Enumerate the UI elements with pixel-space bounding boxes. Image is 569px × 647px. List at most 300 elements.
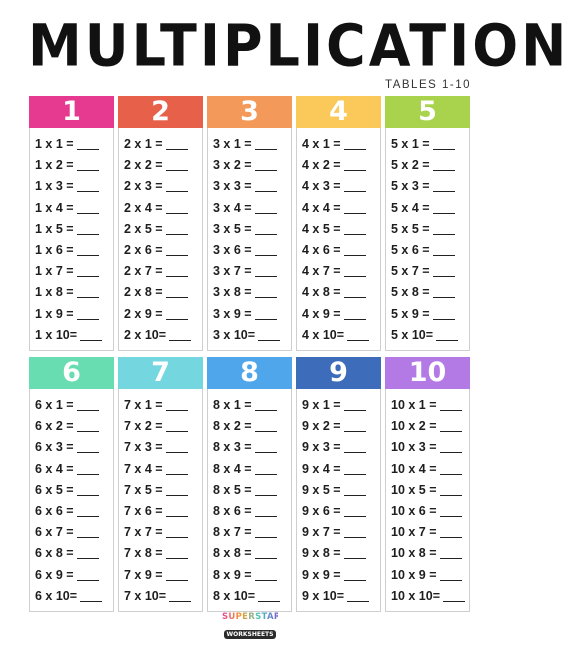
answer-blank[interactable] [255,179,277,192]
fact-row [297,219,380,240]
fact-row [119,304,202,325]
facts-list [207,128,292,351]
fact-text: 10 x 6 = [391,503,437,518]
fact-text: 7 x 3 = [124,440,163,455]
fact-row [30,437,113,458]
fact-row [297,155,380,176]
answer-blank[interactable] [344,285,366,298]
answer-blank[interactable] [344,462,366,475]
fact-text: 7 x 2 = [124,419,163,434]
fact-row [386,565,469,586]
fact-row [297,325,380,346]
fact-row [30,501,113,522]
table-card-5 [385,96,470,351]
fact-text: 3 x 4 = [213,200,252,215]
answer-blank[interactable] [344,419,366,432]
fact-text: 5 x 6 = [391,242,430,257]
answer-blank[interactable] [166,504,188,517]
fact-row [119,176,202,197]
fact-row [30,261,113,282]
fact-row [30,586,113,607]
fact-text: 2 x 2 = [124,158,163,173]
table-number-tab: 9 [296,357,381,389]
fact-row [386,586,469,607]
answer-blank[interactable] [77,504,99,517]
answer-blank[interactable] [443,589,465,602]
page-title: MULTIPLICATION [28,11,569,80]
answer-blank[interactable] [169,328,191,341]
fact-text: 6 x 1 = [35,398,74,412]
facts-list [29,128,114,351]
fact-text: 1 x 9 = [35,306,74,321]
fact-row [119,480,202,501]
fact-row [119,586,202,607]
fact-row [208,543,291,564]
fact-text: 8 x 8 = [213,546,252,561]
answer-blank[interactable] [77,179,99,192]
answer-blank[interactable] [255,419,277,432]
answer-blank[interactable] [255,398,277,411]
fact-row [208,437,291,458]
answer-blank[interactable] [166,546,188,559]
answer-blank[interactable] [255,440,277,453]
fact-text: 6 x 5 = [35,482,74,497]
fact-row [119,565,202,586]
fact-row [119,198,202,219]
fact-text: 1 x 7 = [35,264,74,279]
table-card-4 [296,96,381,351]
answer-blank[interactable] [440,568,462,581]
fact-row [30,395,113,416]
answer-blank[interactable] [166,398,188,411]
fact-text: 4 x 7 = [302,264,341,279]
fact-text: 4 x 8 = [302,285,341,300]
answer-blank[interactable] [80,589,102,602]
fact-row [30,304,113,325]
fact-text: 6 x 4 = [35,461,74,476]
fact-text: 8 x 3 = [213,440,252,455]
fact-row [386,522,469,543]
answer-blank[interactable] [433,222,455,235]
answer-blank[interactable] [344,243,366,256]
fact-row [297,565,380,586]
table-card-2 [118,96,203,351]
answer-blank[interactable] [436,328,458,341]
answer-blank[interactable] [255,201,277,214]
fact-text: 4 x 3 = [302,179,341,194]
table-card-9 [296,357,381,612]
fact-row [297,282,380,303]
fact-text: 10 x 8 = [391,546,437,561]
fact-row [208,522,291,543]
fact-row [119,459,202,480]
fact-row [119,282,202,303]
fact-text: 5 x 8 = [391,285,430,300]
fact-text: 8 x 2 = [213,419,252,434]
answer-blank[interactable] [166,568,188,581]
fact-text: 7 x 7 = [124,525,163,540]
fact-text: 10 x 9 = [391,567,437,582]
fact-row [30,134,113,155]
answer-blank[interactable] [77,264,99,277]
answer-blank[interactable] [166,158,188,171]
fact-row [297,261,380,282]
fact-text: 1 x 1 = [35,137,74,151]
answer-blank[interactable] [166,307,188,320]
fact-text: 5 x 1 = [391,137,430,151]
fact-row [297,459,380,480]
facts-list [118,389,203,612]
fact-text: 9 x 2 = [302,419,341,434]
fact-text: 6 x 8 = [35,546,74,561]
fact-row [386,198,469,219]
fact-row [386,543,469,564]
answer-blank[interactable] [77,243,99,256]
fact-row [208,325,291,346]
table-number-tab: 2 [118,96,203,128]
fact-text: 2 x 8 = [124,285,163,300]
answer-blank[interactable] [255,568,277,581]
fact-row [386,304,469,325]
answer-blank[interactable] [258,589,280,602]
answer-blank[interactable] [255,307,277,320]
fact-text: 2 x 10= [124,327,167,342]
fact-text: 3 x 6 = [213,242,252,257]
fact-text: 3 x 2 = [213,158,252,173]
answer-blank[interactable] [255,462,277,475]
table-number-tab: 4 [296,96,381,128]
answer-blank[interactable] [344,483,366,496]
answer-blank[interactable] [258,328,280,341]
fact-row [208,176,291,197]
fact-text: 5 x 10= [391,327,434,342]
answer-blank[interactable] [344,179,366,192]
answer-blank[interactable] [347,589,369,602]
answer-blank[interactable] [440,546,462,559]
fact-row [119,395,202,416]
fact-row [208,134,291,155]
fact-row [386,282,469,303]
fact-text: 5 x 7 = [391,264,430,279]
fact-text: 3 x 1 = [213,137,252,151]
answer-blank[interactable] [77,525,99,538]
fact-row [208,480,291,501]
fact-row [30,543,113,564]
fact-row [208,155,291,176]
fact-text: 9 x 5 = [302,482,341,497]
fact-text: 5 x 2 = [391,158,430,173]
fact-row [386,325,469,346]
fact-text: 7 x 4 = [124,461,163,476]
answer-blank[interactable] [440,483,462,496]
table-card-10 [385,357,470,612]
fact-text: 6 x 7 = [35,525,74,540]
fact-row [208,501,291,522]
fact-row [297,198,380,219]
answer-blank[interactable] [166,179,188,192]
fact-row [119,437,202,458]
fact-row [208,282,291,303]
fact-text: 7 x 10= [124,588,167,603]
fact-row [30,522,113,543]
answer-blank[interactable] [255,137,277,150]
answer-blank[interactable] [77,285,99,298]
fact-row [297,176,380,197]
answer-blank[interactable] [77,222,99,235]
answer-blank[interactable] [166,419,188,432]
answer-blank[interactable] [166,285,188,298]
fact-row [208,304,291,325]
fact-text: 10 x 7 = [391,525,437,540]
answer-blank[interactable] [166,525,188,538]
fact-text: 7 x 5 = [124,482,163,497]
fact-row [119,501,202,522]
fact-text: 3 x 10= [213,327,256,342]
fact-text: 10 x 1 = [391,398,437,412]
fact-row [208,586,291,607]
answer-blank[interactable] [166,201,188,214]
fact-text: 1 x 8 = [35,285,74,300]
answer-blank[interactable] [433,201,455,214]
answer-blank[interactable] [433,158,455,171]
answer-blank[interactable] [440,504,462,517]
fact-text: 10 x 10= [391,588,441,603]
fact-text: 2 x 3 = [124,179,163,194]
facts-list [385,128,470,351]
fact-row [386,416,469,437]
fact-row [30,565,113,586]
answer-blank[interactable] [344,222,366,235]
table-number-tab: 3 [207,96,292,128]
fact-text: 5 x 3 = [391,179,430,194]
answer-blank[interactable] [166,243,188,256]
answer-blank[interactable] [255,243,277,256]
answer-blank[interactable] [347,328,369,341]
answer-blank[interactable] [166,440,188,453]
fact-text: 4 x 1 = [302,137,341,151]
fact-row [386,437,469,458]
fact-row [30,480,113,501]
fact-text: 7 x 1 = [124,398,163,412]
fact-text: 5 x 4 = [391,200,430,215]
fact-row [119,325,202,346]
fact-text: 3 x 9 = [213,306,252,321]
answer-blank[interactable] [344,264,366,277]
answer-blank[interactable] [433,179,455,192]
fact-text: 1 x 10= [35,327,78,342]
fact-text: 1 x 6 = [35,242,74,257]
fact-row [386,155,469,176]
fact-row [208,198,291,219]
answer-blank[interactable] [255,504,277,517]
fact-text: 8 x 4 = [213,461,252,476]
answer-blank[interactable] [344,568,366,581]
fact-row [297,522,380,543]
fact-text: 4 x 9 = [302,306,341,321]
answer-blank[interactable] [344,504,366,517]
fact-row [30,325,113,346]
fact-text: 9 x 4 = [302,461,341,476]
answer-blank[interactable] [77,568,99,581]
fact-row [297,240,380,261]
answer-blank[interactable] [344,546,366,559]
fact-row [208,261,291,282]
fact-row [297,304,380,325]
answer-blank[interactable] [77,440,99,453]
answer-blank[interactable] [440,462,462,475]
fact-row [30,459,113,480]
fact-text: 7 x 9 = [124,567,163,582]
table-number-tab: 5 [385,96,470,128]
fact-row [297,437,380,458]
answer-blank[interactable] [344,440,366,453]
fact-text: 6 x 2 = [35,419,74,434]
answer-blank[interactable] [77,201,99,214]
answer-blank[interactable] [344,398,366,411]
facts-list [118,128,203,351]
answer-blank[interactable] [166,462,188,475]
answer-blank[interactable] [433,285,455,298]
table-card-3 [207,96,292,351]
fact-text: 2 x 1 = [124,137,163,151]
fact-row [119,416,202,437]
fact-text: 7 x 6 = [124,503,163,518]
facts-list [29,389,114,612]
fact-text: 9 x 10= [302,588,345,603]
fact-row [30,198,113,219]
answer-blank[interactable] [440,419,462,432]
fact-text: 10 x 5 = [391,482,437,497]
answer-blank[interactable] [80,328,102,341]
facts-list [385,389,470,612]
fact-text: 8 x 5 = [213,482,252,497]
fact-text: 9 x 7 = [302,525,341,540]
fact-row [386,501,469,522]
fact-row [386,219,469,240]
answer-blank[interactable] [433,264,455,277]
answer-blank[interactable] [166,222,188,235]
fact-text: 4 x 2 = [302,158,341,173]
answer-blank[interactable] [77,419,99,432]
table-card-1 [29,96,114,351]
fact-row [208,565,291,586]
fact-text: 1 x 4 = [35,200,74,215]
fact-text: 2 x 9 = [124,306,163,321]
table-card-6 [29,357,114,612]
fact-text: 2 x 7 = [124,264,163,279]
fact-text: 10 x 3 = [391,440,437,455]
answer-blank[interactable] [344,525,366,538]
facts-list [207,389,292,612]
fact-text: 9 x 8 = [302,546,341,561]
answer-blank[interactable] [344,137,366,150]
fact-text: 9 x 3 = [302,440,341,455]
answer-blank[interactable] [344,158,366,171]
fact-row [119,522,202,543]
fact-row [30,416,113,437]
answer-blank[interactable] [169,589,191,602]
logo-wordmark-bottom: WORKSHEETS [224,630,277,639]
fact-row [208,219,291,240]
fact-text: 1 x 5 = [35,221,74,236]
fact-text: 1 x 3 = [35,179,74,194]
fact-text: 9 x 1 = [302,398,341,412]
answer-blank[interactable] [77,137,99,150]
answer-blank[interactable] [166,137,188,150]
fact-row [386,459,469,480]
answer-blank[interactable] [166,264,188,277]
answer-blank[interactable] [440,525,462,538]
fact-text: 6 x 6 = [35,503,74,518]
answer-blank[interactable] [255,264,277,277]
fact-text: 8 x 9 = [213,567,252,582]
fact-row [297,586,380,607]
answer-blank[interactable] [77,483,99,496]
answer-blank[interactable] [255,525,277,538]
fact-text: 2 x 5 = [124,221,163,236]
fact-text: 3 x 3 = [213,179,252,194]
fact-row [208,416,291,437]
answer-blank[interactable] [344,201,366,214]
answer-blank[interactable] [255,222,277,235]
fact-text: 4 x 6 = [302,242,341,257]
answer-blank[interactable] [433,137,455,150]
fact-row [297,395,380,416]
answer-blank[interactable] [77,398,99,411]
answer-blank[interactable] [344,307,366,320]
answer-blank[interactable] [77,158,99,171]
page-subtitle: TABLES 1-10 [385,79,471,91]
answer-blank[interactable] [255,546,277,559]
answer-blank[interactable] [433,243,455,256]
fact-text: 8 x 1 = [213,398,252,412]
fact-row [297,501,380,522]
fact-row [30,219,113,240]
answer-blank[interactable] [77,307,99,320]
answer-blank[interactable] [440,440,462,453]
fact-row [297,416,380,437]
answer-blank[interactable] [440,398,462,411]
answer-blank[interactable] [255,483,277,496]
facts-list [296,128,381,351]
fact-row [119,219,202,240]
facts-list [296,389,381,612]
fact-text: 4 x 5 = [302,221,341,236]
answer-blank[interactable] [255,285,277,298]
answer-blank[interactable] [433,307,455,320]
fact-text: 6 x 3 = [35,440,74,455]
fact-text: 6 x 9 = [35,567,74,582]
fact-text: 5 x 5 = [391,221,430,236]
fact-row [386,395,469,416]
table-number-tab: 8 [207,357,292,389]
logo-wordmark-top: SUPERSTAR [222,612,281,622]
answer-blank[interactable] [166,483,188,496]
fact-row [386,480,469,501]
fact-text: 2 x 4 = [124,200,163,215]
answer-blank[interactable] [77,462,99,475]
fact-row [297,134,380,155]
fact-text: 9 x 9 = [302,567,341,582]
fact-row [386,261,469,282]
fact-row [119,134,202,155]
answer-blank[interactable] [77,546,99,559]
fact-row [297,480,380,501]
fact-text: 3 x 7 = [213,264,252,279]
fact-row [297,543,380,564]
fact-row [208,240,291,261]
answer-blank[interactable] [255,158,277,171]
